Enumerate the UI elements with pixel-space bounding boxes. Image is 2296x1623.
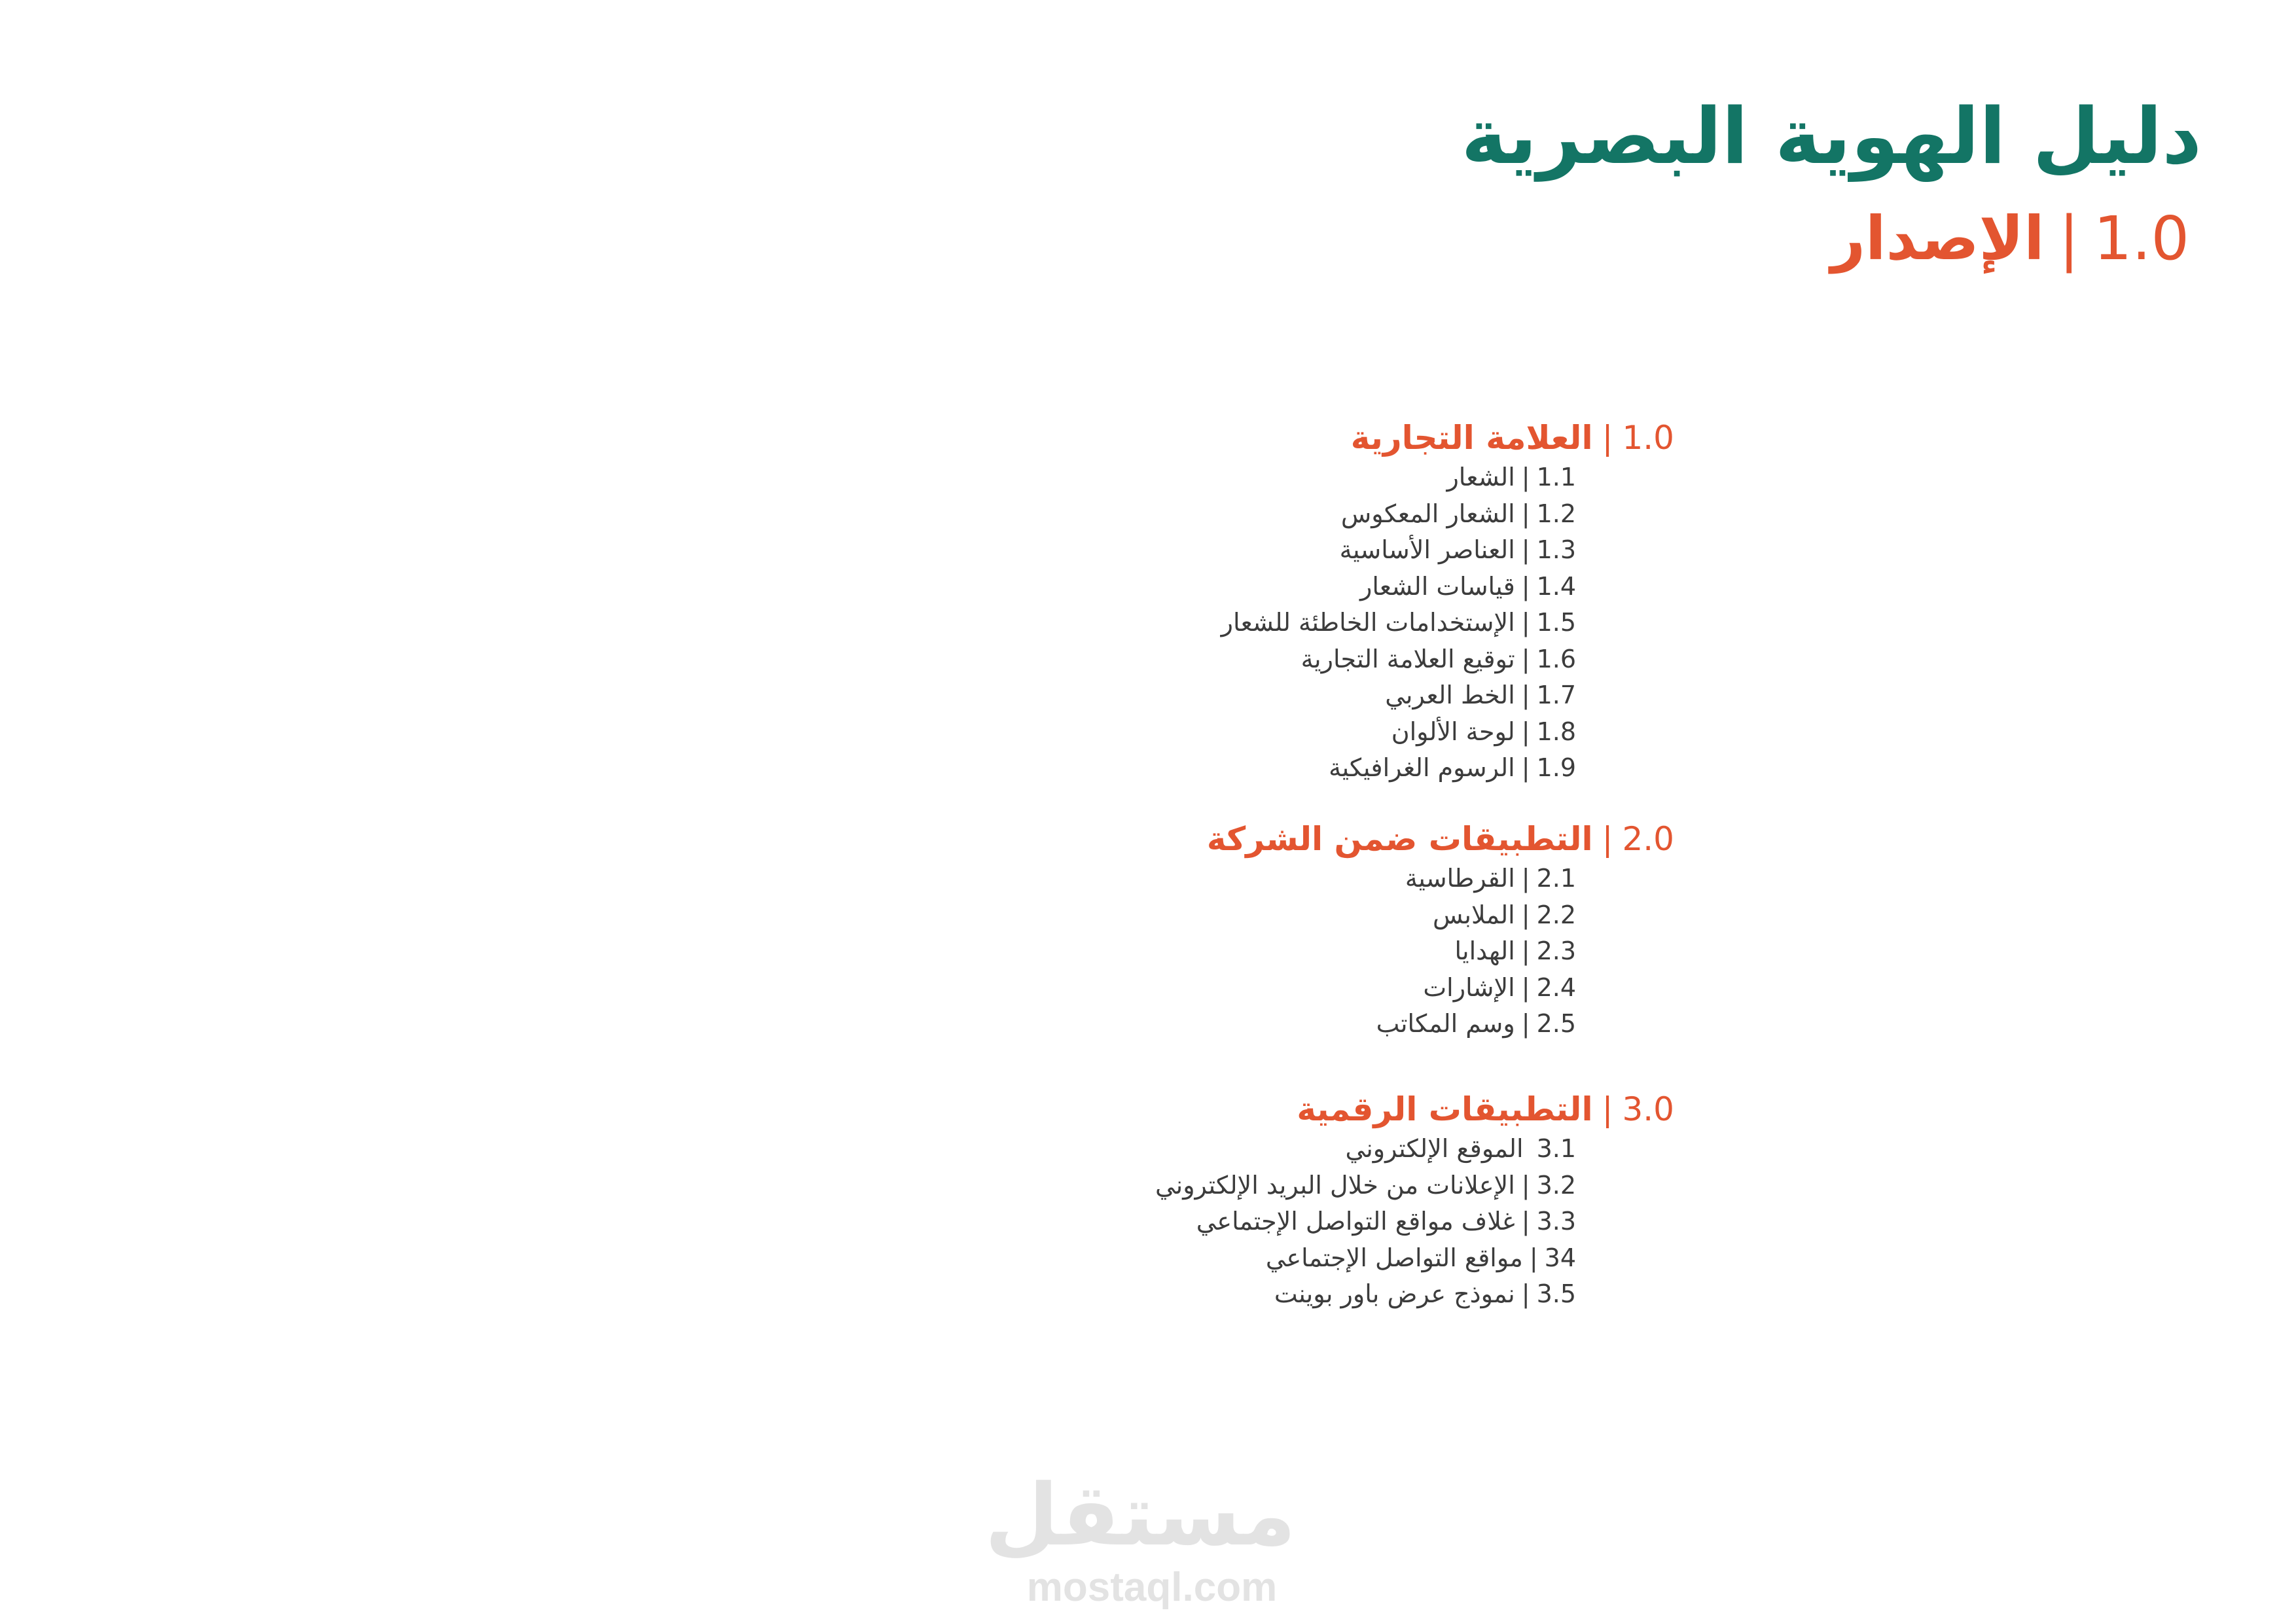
toc-item bbox=[692, 641, 1674, 678]
watermark bbox=[984, 1465, 1296, 1611]
version-line bbox=[1831, 203, 2189, 275]
toc-item bbox=[692, 714, 1674, 751]
item-label: الموقع الإلكتروني bbox=[1345, 1134, 1524, 1163]
item-separator: | bbox=[1521, 571, 1530, 601]
item-number: 1.7 bbox=[1536, 681, 1576, 709]
item-number: 2.3 bbox=[1536, 936, 1576, 965]
item-number: 3.3 bbox=[1536, 1207, 1576, 1236]
item-label: وسم المكاتب bbox=[1376, 1009, 1515, 1038]
section-number: 2.0 bbox=[1622, 820, 1674, 858]
item-number: 1.8 bbox=[1536, 717, 1576, 746]
item-number: 1.5 bbox=[1536, 608, 1576, 637]
section-heading bbox=[692, 416, 1674, 459]
toc-section-brand bbox=[692, 416, 1674, 787]
toc-item bbox=[692, 970, 1674, 1007]
section-items bbox=[692, 1131, 1674, 1313]
section-number: 1.0 bbox=[1622, 419, 1674, 457]
item-separator: | bbox=[1521, 644, 1530, 673]
document-title: دليل الهوية البصرية bbox=[1461, 91, 2202, 181]
item-label: الشعار bbox=[1446, 463, 1515, 491]
item-number: 1.3 bbox=[1536, 535, 1576, 564]
item-number: 1.6 bbox=[1536, 644, 1576, 673]
item-separator: | bbox=[1521, 1170, 1530, 1200]
toc-item bbox=[692, 605, 1674, 641]
item-number: 3.5 bbox=[1536, 1279, 1576, 1308]
version-number: 1.0 bbox=[2093, 204, 2189, 274]
toc-item bbox=[692, 897, 1674, 934]
item-number: 1.9 bbox=[1536, 753, 1576, 782]
section-separator: | bbox=[1602, 1090, 1613, 1128]
item-number: 1.4 bbox=[1536, 571, 1576, 601]
item-separator: | bbox=[1521, 535, 1530, 564]
item-label: الشعار المعكوس bbox=[1340, 499, 1515, 528]
item-separator: | bbox=[1521, 1009, 1530, 1038]
item-separator: | bbox=[1521, 1279, 1530, 1308]
toc-item bbox=[692, 1006, 1674, 1043]
item-label: توقيع العلامة التجارية bbox=[1300, 644, 1515, 673]
item-label: الملابس bbox=[1432, 900, 1515, 929]
item-number: 1.2 bbox=[1536, 499, 1576, 528]
toc-item bbox=[692, 496, 1674, 533]
item-number: 2.1 bbox=[1536, 864, 1576, 893]
toc-item bbox=[692, 1131, 1674, 1168]
toc-item bbox=[692, 1204, 1674, 1240]
section-title: التطبيقات الرقمية bbox=[1297, 1090, 1593, 1128]
toc-item bbox=[692, 532, 1674, 569]
item-label: قياسات الشعار bbox=[1359, 571, 1515, 601]
item-number: 2.2 bbox=[1536, 900, 1576, 929]
section-title: العلامة التجارية bbox=[1350, 419, 1593, 457]
version-separator: | bbox=[2058, 204, 2079, 274]
section-items bbox=[692, 861, 1674, 1043]
section-separator: | bbox=[1602, 820, 1613, 858]
toc-item bbox=[692, 861, 1674, 897]
item-separator: | bbox=[1521, 900, 1530, 929]
item-number: 34 bbox=[1544, 1243, 1576, 1272]
item-label: نموذج عرض باور بوينت bbox=[1274, 1279, 1515, 1308]
version-label: الإصدار bbox=[1831, 204, 2045, 274]
item-separator: | bbox=[1521, 463, 1530, 491]
section-title: التطبيقات ضمن الشركة bbox=[1206, 820, 1593, 858]
watermark-latin: mostaql.com bbox=[1026, 1565, 1278, 1610]
toc-item bbox=[692, 750, 1674, 787]
section-number: 3.0 bbox=[1622, 1090, 1674, 1128]
item-label: الإشارات bbox=[1423, 972, 1515, 1002]
item-label: مواقع التواصل الإجتماعي bbox=[1265, 1243, 1523, 1272]
toc-item bbox=[692, 1168, 1674, 1204]
item-separator: | bbox=[1521, 753, 1530, 782]
item-label: العناصر الأساسية bbox=[1339, 535, 1515, 564]
item-separator: | bbox=[1521, 864, 1530, 893]
item-label: الخط العربي bbox=[1385, 681, 1515, 709]
item-separator: | bbox=[1521, 681, 1530, 709]
item-separator: | bbox=[1521, 972, 1530, 1002]
item-label: لوحة الألوان bbox=[1391, 717, 1515, 746]
item-label: الإستخدامات الخاطئة للشعار bbox=[1221, 608, 1515, 637]
item-number: 3.1 bbox=[1536, 1134, 1576, 1163]
item-number: 1.1 bbox=[1536, 463, 1576, 491]
item-separator: | bbox=[1521, 608, 1530, 637]
toc-item bbox=[692, 1276, 1674, 1313]
item-separator: | bbox=[1521, 717, 1530, 746]
toc-item bbox=[692, 1240, 1674, 1277]
item-separator: | bbox=[1521, 499, 1530, 528]
item-separator: | bbox=[1521, 936, 1530, 965]
item-label: الإعلانات من خلال البريد الإلكتروني bbox=[1155, 1170, 1515, 1200]
section-separator: | bbox=[1602, 419, 1613, 457]
toc-section-digital-applications bbox=[692, 1088, 1674, 1313]
item-number: 2.4 bbox=[1536, 972, 1576, 1002]
toc-item bbox=[692, 933, 1674, 970]
toc-item bbox=[692, 677, 1674, 714]
item-label: القرطاسية bbox=[1405, 864, 1515, 893]
item-separator: | bbox=[1521, 1207, 1530, 1236]
watermark-arabic: مستقل bbox=[984, 1465, 1296, 1565]
section-heading bbox=[692, 817, 1674, 861]
item-label: الهدايا bbox=[1454, 936, 1515, 965]
item-label: الرسوم الغرافيكية bbox=[1329, 753, 1515, 782]
item-label: غلاف مواقع التواصل الإجتماعي bbox=[1196, 1207, 1515, 1236]
toc-section-company-applications bbox=[692, 817, 1674, 1043]
item-number: 3.2 bbox=[1536, 1170, 1576, 1200]
item-separator: | bbox=[1529, 1243, 1538, 1272]
section-heading bbox=[692, 1088, 1674, 1131]
section-items bbox=[692, 459, 1674, 787]
toc-item bbox=[692, 459, 1674, 496]
toc-item bbox=[692, 569, 1674, 605]
item-number: 2.5 bbox=[1536, 1009, 1576, 1038]
